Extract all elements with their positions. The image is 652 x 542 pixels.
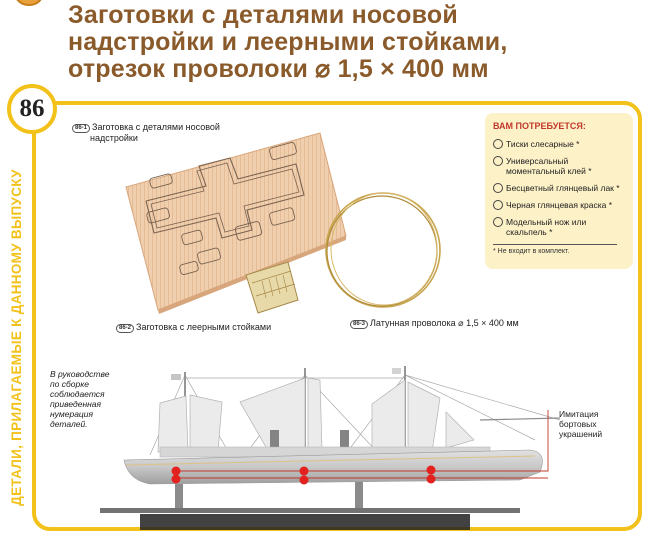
title-line-1: Заготовки с деталями носовой	[68, 1, 458, 29]
assembly-note: В руководстве по сборке соблюдается приведенная нумерация деталей.	[50, 369, 110, 429]
ship-model-image	[100, 366, 560, 530]
required-tool-item	[493, 156, 627, 176]
part-86-3-label	[350, 318, 519, 329]
part-86-2-label	[116, 322, 271, 333]
part-86-3-text: Латунная проволока ⌀ 1,5 × 400 мм	[370, 318, 519, 328]
side-label-text: ДЕТАЛИ, ПРИЛАГАЕМЫЕ К ДАННОМУ ВЫПУСКУ	[8, 169, 24, 506]
required-tools-panel	[485, 113, 633, 269]
required-tool-text: Тиски слесарные *	[506, 139, 580, 149]
required-tool-text: Бесцветный глянцевый лак *	[506, 183, 620, 193]
part-86-1-label	[72, 122, 220, 144]
required-tool-item	[493, 183, 627, 193]
required-tool-text: Модельный нож или скальпель *	[506, 217, 587, 237]
part-number-badge: 86-1	[72, 124, 90, 133]
decoration-callout-label: Имитация бортовых украшений	[559, 409, 603, 439]
part-number-badge: 86-2	[116, 324, 134, 333]
required-tool-item	[493, 139, 627, 149]
part-86-1-text-line1: Заготовка с деталями носовой	[92, 122, 220, 132]
brass-wire-coil-86-3	[326, 193, 440, 307]
required-tool-text: Черная глянцевая краска *	[506, 200, 613, 210]
bullet-circle-icon	[493, 217, 503, 227]
bullet-circle-icon	[493, 200, 503, 210]
title-line-2: надстройки и леерными стойками,	[68, 28, 508, 56]
bullet-circle-icon	[493, 156, 503, 166]
part-number-badge: 86-3	[350, 320, 368, 329]
required-tool-text: Универсальный моментальный клей *	[506, 156, 592, 176]
title-line-3: отрезок проволоки ⌀ 1,5 × 400 мм	[68, 55, 489, 83]
bullet-circle-icon	[493, 139, 503, 149]
required-tool-item	[493, 200, 627, 210]
part-86-1-text-line2: надстройки	[90, 133, 138, 143]
required-tool-item	[493, 217, 627, 237]
bullet-circle-icon	[493, 183, 503, 193]
part-86-2-text: Заготовка с леерными стойками	[136, 322, 272, 332]
required-tools-heading: ВАМ ПОТРЕБУЕТСЯ:	[493, 121, 586, 131]
plywood-sheet-86-1	[126, 133, 346, 314]
divider	[493, 244, 617, 245]
required-tools-footnote: * Не входит в комплект.	[493, 248, 570, 255]
issue-number: 86	[19, 95, 45, 122]
